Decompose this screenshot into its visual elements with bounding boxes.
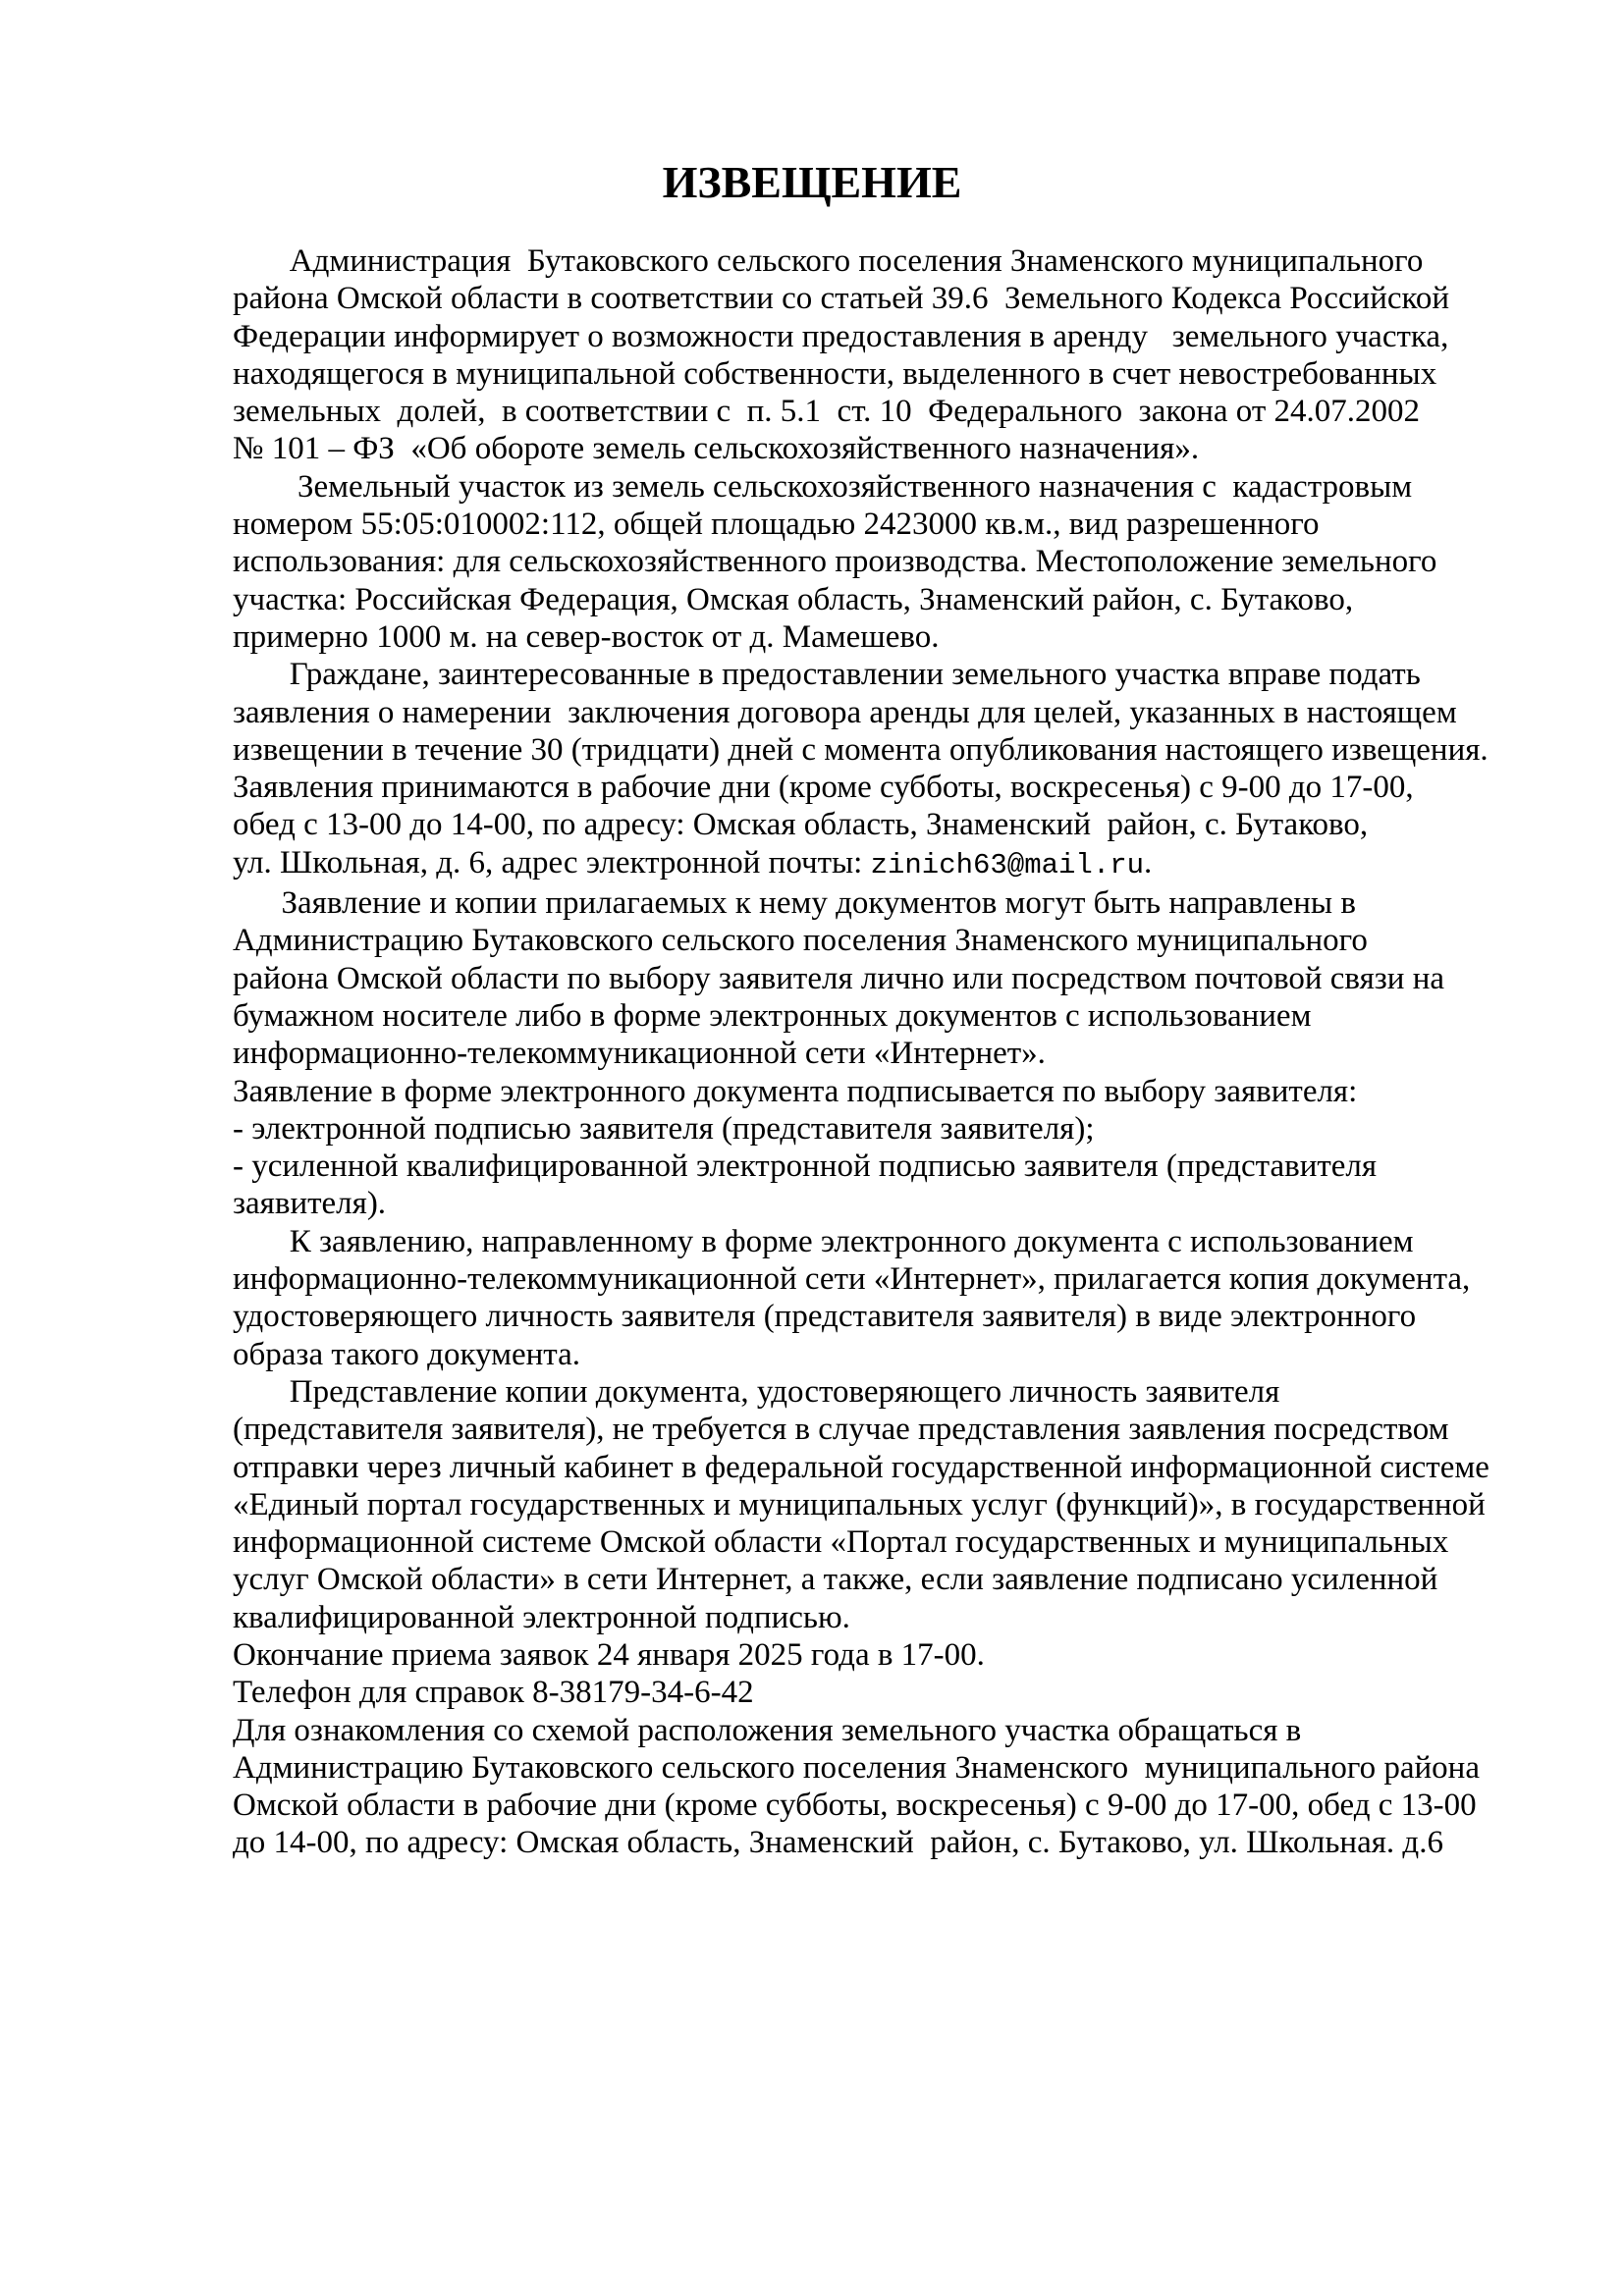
body-line: удостоверяющего личность заявителя (представителя заявителя) в виде электронного: [233, 1299, 1417, 1335]
body-line: «Единый портал государственных и муниципальных услуг (функций)», в государственной: [233, 1486, 1486, 1522]
body-line: Администрация Бутаковского сельского поселения Знаменского муниципального: [233, 243, 1424, 279]
body-line: Земельный участок из земель сельскохозяйственного назначения с кадастровым: [233, 468, 1413, 505]
body-line: К заявлению, направленному в форме электронного документа с использованием: [233, 1223, 1414, 1259]
body-line: (представителя заявителя), не требуется в случае представления заявления посредством: [233, 1412, 1449, 1448]
email-line: [233, 844, 1548, 884]
body-line: заявителя).: [233, 1186, 387, 1222]
email-line-text: ул. Школьная, д. 6, адрес электронной почты:: [233, 844, 871, 881]
body-line: Федерации информирует о возможности предоставления в аренду земельного участка,: [233, 318, 1449, 354]
body-line: извещении в течение 30 (тридцати) дней с момента опубликования настоящего извещения.: [233, 731, 1489, 768]
body-line: номером 55:05:010002:112, общей площадью 2423000 кв.м., вид разрешенного: [233, 507, 1320, 543]
body-line: находящегося в муниципальной собственности, выделенного в счет невостребованных: [233, 355, 1437, 392]
body-line: информационной системе Омской области «Портал государственных и муниципальных: [233, 1524, 1449, 1561]
body-line: информационно-телекоммуникационной сети «Интернет», прилагается копия документа,: [233, 1261, 1471, 1298]
body-line: отправки через личный кабинет в федеральной государственной информационной системе: [233, 1449, 1489, 1485]
body-line: Граждане, заинтересованные в предоставлении земельного участка вправе подать: [233, 657, 1421, 693]
body-line: использования: для сельскохозяйственного производства. Местоположение земельного: [233, 544, 1437, 580]
body-line: участка: Российская Федерация, Омская область, Знаменский район, с. Бутаково,: [233, 581, 1354, 617]
phone-line: Телефон для справок 8-38179-34-6-42: [233, 1675, 754, 1711]
body-line: Заявления принимаются в рабочие дни (кроме субботы, воскресенья) с 9-00 до 17-00,: [233, 770, 1414, 806]
email-line-end: .: [1144, 844, 1153, 881]
body-line: Представление копии документа, удостоверяющего личность заявителя: [233, 1373, 1280, 1410]
body-line: района Омской области по выбору заявителя лично или посредством почтовой связи на: [233, 960, 1445, 996]
body-line: квалифицированной электронной подписью.: [233, 1599, 850, 1635]
body-line: - усиленной квалифицированной электронной подписью заявителя (представителя: [233, 1148, 1378, 1185]
body-line: заявления о намерении заключения договора аренды для целей, указанных в настоящем: [233, 694, 1457, 730]
body-line: земельных долей, в соответствии с п. 5.1 ст. 10 Федерального закона от 24.07.2002: [233, 394, 1421, 430]
body-line: примерно 1000 м. на север-восток от д. Мамешево.: [233, 618, 940, 655]
body-line: бумажном носителе либо в форме электронных документов с использованием: [233, 997, 1312, 1034]
body-line: Заявление в форме электронного документа подписывается по выбору заявителя:: [233, 1073, 1358, 1109]
body-line: обед с 13-00 до 14-00, по адресу: Омская область, Знаменский район, с. Бутаково,: [233, 807, 1369, 843]
body-line: Омской области в рабочие дни (кроме субботы, воскресенья) с 9-00 до 17-00, обед с 13-00: [233, 1788, 1477, 1824]
body-line: № 101 – ФЗ «Об обороте земель сельскохозяйственного назначения».: [233, 431, 1200, 467]
body-line: Администрацию Бутаковского сельского поселения Знаменского муниципального: [233, 923, 1368, 959]
email-link[interactable]: zinich63@mail.ru: [870, 848, 1145, 881]
body-line: информационно-телекоммуникационной сети «Интернет».: [233, 1036, 1046, 1072]
document-title: ИЗВЕЩЕНИЕ: [662, 157, 962, 207]
body-line: Заявление и копии прилагаемых к нему документов могут быть направлены в: [233, 885, 1356, 922]
document-body: [233, 242, 1548, 1862]
body-line: услуг Омской области» в сети Интернет, а также, если заявление подписано усиленной: [233, 1562, 1438, 1598]
deadline-line: Окончание приема заявок 24 января 2025 года в 17-00.: [233, 1636, 985, 1673]
body-line: образа такого документа.: [233, 1336, 580, 1372]
body-line: Для ознакомления со схемой расположения земельного участка обращаться в: [233, 1712, 1302, 1748]
body-line: района Омской области в соответствии со статьей 39.6 Земельного Кодекса Российской: [233, 281, 1450, 317]
body-line: Администрацию Бутаковского сельского поселения Знаменского муниципального района: [233, 1749, 1480, 1786]
body-line: - электронной подписью заявителя (представителя заявителя);: [233, 1110, 1095, 1147]
body-line: до 14-00, по адресу: Омская область, Знаменский район, с. Бутаково, ул. Школьная. д.6: [233, 1825, 1443, 1861]
